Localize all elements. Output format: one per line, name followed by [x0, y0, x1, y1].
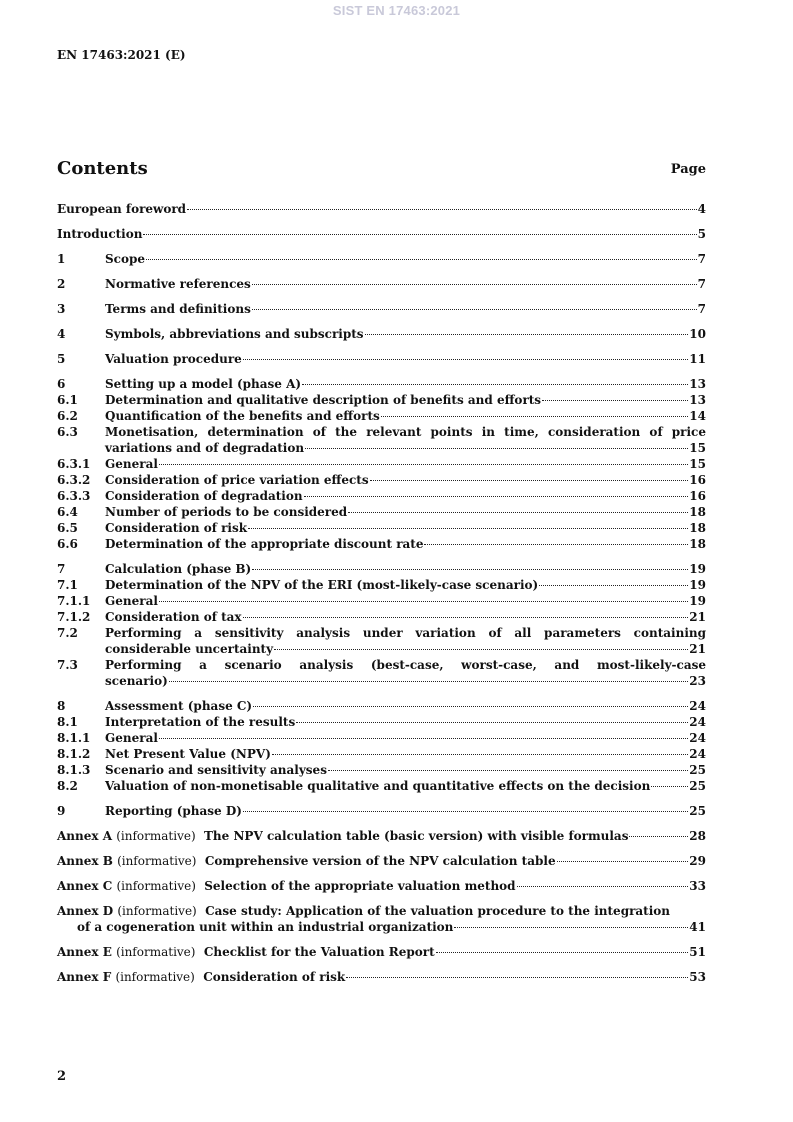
annex-type: (informative) — [117, 854, 197, 868]
toc-entry-title: Introduction — [57, 227, 143, 241]
toc-entry-number: 6 — [57, 377, 66, 391]
toc-entry-title: Determination of the NPV of the ERI (most-likely-case scenario) — [105, 578, 539, 592]
toc-entry-number: 8.1.3 — [57, 763, 91, 777]
dot-leader — [252, 309, 697, 310]
toc-entry-page: 15 — [689, 457, 706, 471]
toc-entry-title-line: Case study: Application of the valuation procedure to the integration — [205, 904, 671, 918]
toc-entry-page: 21 — [689, 642, 706, 656]
toc-entry-number: 1 — [57, 252, 66, 266]
contents-title: Contents — [57, 158, 148, 179]
annex-type: (informative) — [116, 879, 196, 893]
toc-entry-page: 29 — [689, 854, 706, 868]
toc-entry-page: 13 — [689, 393, 706, 407]
toc-entry-page: 28 — [689, 829, 706, 843]
toc-entry-title: Determination of the appropriate discount rate — [105, 537, 424, 551]
toc-entry-title: Checklist for the Valuation Report — [203, 945, 435, 959]
dot-leader — [651, 786, 688, 787]
toc-entry-page: 24 — [689, 731, 706, 745]
toc-entry-page: 19 — [689, 562, 706, 576]
table-of-contents — [57, 201, 706, 985]
toc-entry-page: 24 — [689, 747, 706, 761]
toc-entry-title: Consideration of risk — [203, 970, 346, 984]
dot-leader — [243, 359, 689, 360]
toc-annex-entry[interactable] — [57, 944, 706, 960]
toc-entry[interactable] — [57, 326, 706, 342]
toc-entry-title: Quantification of the benefits and efforts — [105, 409, 380, 423]
dot-leader — [370, 480, 689, 481]
toc-entry-page: 10 — [689, 327, 706, 341]
dot-leader — [253, 706, 688, 707]
toc-entry-title: Terms and definitions — [105, 302, 251, 316]
toc-entry-title: Number of periods to be considered — [105, 505, 348, 519]
toc-entry[interactable] — [57, 746, 706, 762]
dot-leader — [159, 464, 688, 465]
toc-entry-page: 41 — [689, 920, 706, 934]
toc-entry-page: 21 — [689, 610, 706, 624]
toc-entry[interactable] — [57, 714, 706, 730]
toc-entry-number: 7.2 — [57, 626, 78, 640]
toc-entry-page: 19 — [689, 594, 706, 608]
toc-entry[interactable] — [57, 351, 706, 367]
dot-leader — [424, 544, 688, 545]
toc-annex-entry[interactable] — [57, 828, 706, 844]
dot-leader — [302, 384, 688, 385]
toc-entry-number: 7.1 — [57, 578, 78, 592]
toc-entry-title-line: Monetisation, determination of the relevant points in time, consideration of price — [105, 425, 706, 439]
toc-entry-page: 25 — [689, 804, 706, 818]
toc-annex-entry[interactable] — [57, 969, 706, 985]
toc-entry-title: Consideration of degradation — [105, 489, 303, 503]
toc-entry-title: Valuation of non-monetisable qualitative and quantitative effects on the decision — [105, 779, 651, 793]
dot-leader — [252, 284, 697, 285]
annex-label: Annex E — [57, 945, 112, 959]
toc-entry[interactable] — [57, 762, 706, 778]
toc-entry-number: 7 — [57, 562, 66, 576]
dot-leader — [304, 496, 689, 497]
toc-entry[interactable] — [57, 376, 706, 392]
dot-leader — [296, 722, 688, 723]
toc-entry-title: Consideration of risk — [105, 521, 248, 535]
toc-entry-title: Interpretation of the results — [105, 715, 296, 729]
toc-entry-title: Valuation procedure — [105, 352, 242, 366]
dot-leader — [243, 617, 689, 618]
toc-entry-number: 5 — [57, 352, 66, 366]
toc-entry[interactable] — [57, 536, 706, 552]
toc-entry-page: 25 — [689, 779, 706, 793]
toc-entry[interactable] — [57, 472, 706, 488]
toc-entry[interactable] — [57, 609, 706, 625]
dot-leader — [274, 649, 688, 650]
toc-entry-page: 11 — [689, 352, 706, 366]
dot-leader — [542, 400, 688, 401]
toc-entry-title: Assessment (phase C) — [105, 699, 253, 713]
toc-entry[interactable] — [57, 488, 706, 504]
toc-entry-number: 6.2 — [57, 409, 78, 423]
toc-entry-title: Selection of the appropriate valuation method — [204, 879, 516, 893]
toc-entry-page: 16 — [689, 473, 706, 487]
toc-entry-number: 7.1.2 — [57, 610, 91, 624]
dot-leader — [436, 952, 689, 953]
toc-entry-title: General — [105, 594, 158, 608]
toc-entry-number: 8 — [57, 699, 66, 713]
toc-entry-number: 7.3 — [57, 658, 78, 672]
toc-entry-title: scenario) — [105, 674, 168, 688]
toc-entry-title: Consideration of price variation effects — [105, 473, 369, 487]
toc-entry-page: 53 — [689, 970, 706, 984]
toc-entry-page: 24 — [689, 699, 706, 713]
toc-annex-entry[interactable] — [57, 853, 706, 869]
toc-entry-page: 23 — [689, 674, 706, 688]
toc-entry-title: considerable uncertainty — [105, 642, 274, 656]
annex-type: (informative) — [116, 829, 196, 843]
toc-entry-number: 3 — [57, 302, 66, 316]
toc-entry-title: Scope — [105, 252, 146, 266]
toc-entry-number: 6.3 — [57, 425, 78, 439]
toc-entry-page: 18 — [689, 521, 706, 535]
toc-entry-title-line: Performing a sensitivity analysis under variation of all parameters containing — [105, 626, 706, 640]
dot-leader — [517, 886, 689, 887]
dot-leader — [146, 259, 697, 260]
toc-entry[interactable] — [57, 778, 706, 794]
toc-entry-title: Symbols, abbreviations and subscripts — [105, 327, 364, 341]
dot-leader — [248, 528, 688, 529]
dot-leader — [381, 416, 689, 417]
toc-entry-number: 8.1.1 — [57, 731, 91, 745]
toc-entry-number: 6.3.1 — [57, 457, 91, 471]
toc-entry-page: 7 — [697, 252, 706, 266]
toc-entry-number: 6.1 — [57, 393, 78, 407]
toc-entry-number: 6.5 — [57, 521, 78, 535]
toc-entry-title: General — [105, 457, 158, 471]
dot-leader — [169, 681, 689, 682]
toc-entry-title: Normative references — [105, 277, 251, 291]
toc-entry[interactable] — [57, 520, 706, 536]
dot-leader — [348, 512, 688, 513]
toc-entry-number: 6.6 — [57, 537, 78, 551]
toc-entry-title: variations and of degradation — [105, 441, 305, 455]
annex-label: Annex D — [57, 904, 114, 918]
toc-entry[interactable] — [57, 201, 706, 217]
toc-entry-page: 18 — [689, 505, 706, 519]
toc-entry-number: 6.3.2 — [57, 473, 91, 487]
toc-entry-number: 2 — [57, 277, 66, 291]
toc-entry-title: Calculation (phase B) — [105, 562, 252, 576]
toc-entry-page: 7 — [697, 302, 706, 316]
toc-entry-number: 6.4 — [57, 505, 78, 519]
document-id: EN 17463:2021 (E) — [57, 48, 186, 62]
dot-leader — [454, 927, 688, 928]
toc-entry-page: 33 — [689, 879, 706, 893]
toc-entry[interactable] — [57, 730, 706, 746]
toc-entry[interactable] — [57, 625, 706, 657]
toc-entry[interactable] — [57, 657, 706, 689]
dot-leader — [159, 738, 688, 739]
toc-entry-page: 18 — [689, 537, 706, 551]
toc-entry[interactable] — [57, 577, 706, 593]
toc-entry[interactable] — [57, 226, 706, 242]
annex-label: Annex B — [57, 854, 113, 868]
toc-entry-page: 24 — [689, 715, 706, 729]
toc-entry[interactable] — [57, 276, 706, 292]
dot-leader — [272, 754, 688, 755]
toc-entry-page: 14 — [689, 409, 706, 423]
annex-type: (informative) — [117, 904, 197, 918]
dot-leader — [629, 836, 688, 837]
page-number: 2 — [57, 1069, 67, 1084]
toc-entry-page: 13 — [689, 377, 706, 391]
toc-entry-page: 19 — [689, 578, 706, 592]
toc-entry-number: 8.2 — [57, 779, 78, 793]
toc-entry-number: 8.1.2 — [57, 747, 91, 761]
toc-annex-entry[interactable] — [57, 903, 706, 935]
toc-entry[interactable] — [57, 593, 706, 609]
toc-entry-title: Consideration of tax — [105, 610, 242, 624]
toc-entry-page: 51 — [689, 945, 706, 959]
toc-entry[interactable] — [57, 408, 706, 424]
toc-entry-title: General — [105, 731, 158, 745]
toc-entry-title: Setting up a model (phase A) — [105, 377, 302, 391]
toc-entry-title-line: Performing a scenario analysis (best-case, worst-case, and most-likely-case — [105, 658, 706, 672]
toc-entry[interactable] — [57, 561, 706, 577]
page-column-heading: Page — [670, 162, 706, 177]
toc-entry-page: 7 — [697, 277, 706, 291]
annex-type: (informative) — [116, 945, 196, 959]
toc-entry-number: 8.1 — [57, 715, 78, 729]
dot-leader — [328, 770, 688, 771]
dot-leader — [159, 601, 688, 602]
toc-entry-title: Determination and qualitative description of benefits and efforts — [105, 393, 542, 407]
toc-entry-title: of a cogeneration unit within an industrial organization — [77, 920, 454, 934]
toc-entry-title: Reporting (phase D) — [105, 804, 242, 818]
annex-label: Annex F — [57, 970, 112, 984]
toc-entry[interactable] — [57, 698, 706, 714]
toc-entry[interactable] — [57, 456, 706, 472]
dot-leader — [187, 209, 697, 210]
toc-entry-page: 25 — [689, 763, 706, 777]
toc-annex-entry[interactable] — [57, 878, 706, 894]
dot-leader — [346, 977, 688, 978]
toc-entry[interactable] — [57, 424, 706, 456]
dot-leader — [365, 334, 689, 335]
toc-entry-title: Scenario and sensitivity analyses — [105, 763, 327, 777]
dot-leader — [305, 448, 688, 449]
toc-entry[interactable] — [57, 504, 706, 520]
dot-leader — [252, 569, 688, 570]
annex-type: (informative) — [115, 970, 195, 984]
toc-entry[interactable] — [57, 251, 706, 267]
annex-label: Annex A — [57, 829, 113, 843]
toc-entry[interactable] — [57, 392, 706, 408]
toc-entry-number: 6.3.3 — [57, 489, 91, 503]
dot-leader — [143, 234, 696, 235]
toc-entry[interactable] — [57, 301, 706, 317]
toc-entry-page: 5 — [697, 227, 706, 241]
toc-entry-number: 7.1.1 — [57, 594, 91, 608]
toc-entry-page: 15 — [689, 441, 706, 455]
dot-leader — [557, 861, 689, 862]
dot-leader — [539, 585, 688, 586]
toc-entry-title: European foreword — [57, 202, 187, 216]
toc-entry-title: Net Present Value (NPV) — [105, 747, 271, 761]
toc-entry-title: Comprehensive version of the NPV calculation table — [204, 854, 556, 868]
toc-entry-number: 9 — [57, 804, 66, 818]
toc-entry-page: 4 — [697, 202, 706, 216]
toc-entry-number: 4 — [57, 327, 66, 341]
dot-leader — [243, 811, 688, 812]
watermark: SIST EN 17463:2021 — [332, 3, 461, 18]
toc-entry-title: The NPV calculation table (basic version) with visible formulas — [204, 829, 629, 843]
toc-entry[interactable] — [57, 803, 706, 819]
toc-entry-page: 16 — [689, 489, 706, 503]
annex-label: Annex C — [57, 879, 113, 893]
